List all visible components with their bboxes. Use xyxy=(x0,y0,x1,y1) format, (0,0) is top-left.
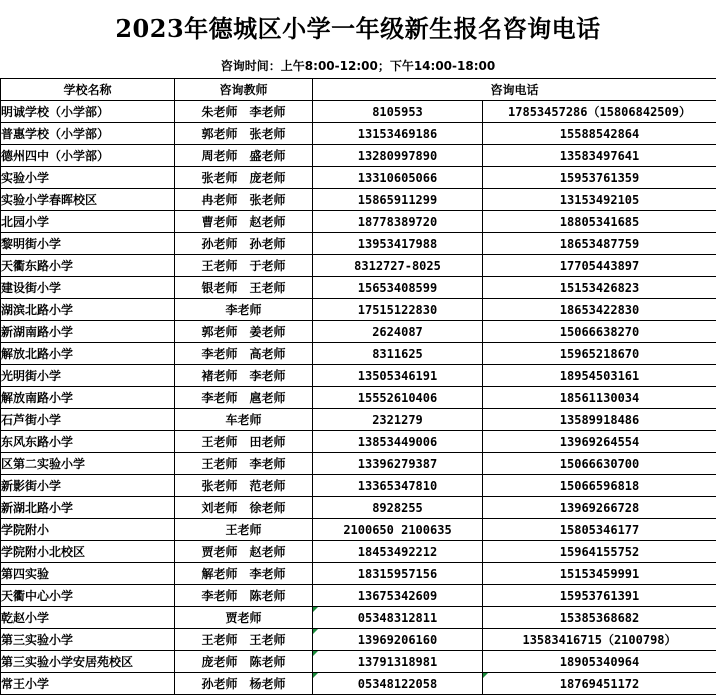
phone-cell[interactable]: 18453492212 xyxy=(313,541,483,563)
table-row xyxy=(1,343,716,365)
phone-cell[interactable]: 15385368682 xyxy=(483,607,716,629)
phone-cell[interactable]: 8928255 xyxy=(313,497,483,519)
table-row xyxy=(1,321,716,343)
teacher-cell[interactable]: 王老师 田老师 xyxy=(175,431,313,453)
teacher-cell[interactable]: 冉老师 张老师 xyxy=(175,189,313,211)
phone-cell[interactable]: 05348122058 xyxy=(313,673,483,695)
phone-cell[interactable]: 15066596818 xyxy=(483,475,716,497)
school-cell[interactable]: 北园小学 xyxy=(1,211,175,233)
phone-cell[interactable]: 15805346177 xyxy=(483,519,716,541)
teacher-cell[interactable]: 郭老师 姜老师 xyxy=(175,321,313,343)
phone-cell[interactable]: 15588542864 xyxy=(483,123,716,145)
teacher-cell[interactable]: 李老师 xyxy=(175,299,313,321)
phone-cell[interactable]: 18653422830 xyxy=(483,299,716,321)
phone-cell[interactable]: 13969264554 xyxy=(483,431,716,453)
school-cell[interactable]: 普惠学校（小学部） xyxy=(1,123,175,145)
table-row xyxy=(1,101,716,123)
teacher-cell[interactable]: 李老师 扈老师 xyxy=(175,387,313,409)
teacher-cell[interactable]: 李老师 陈老师 xyxy=(175,585,313,607)
school-cell[interactable]: 实验小学春晖校区 xyxy=(1,189,175,211)
phone-cell[interactable]: 15953761391 xyxy=(483,585,716,607)
phone-cell[interactable]: 13969266728 xyxy=(483,497,716,519)
teacher-cell[interactable]: 刘老师 徐老师 xyxy=(175,497,313,519)
school-cell[interactable]: 黎明街小学 xyxy=(1,233,175,255)
contact-table xyxy=(0,78,716,695)
sheet-title: 2023年德城区小学一年级新生报名咨询电话 xyxy=(115,13,601,43)
teacher-cell[interactable]: 孙老师 孙老师 xyxy=(175,233,313,255)
phone-cell[interactable]: 15953761359 xyxy=(483,167,716,189)
phone-cell[interactable]: 18954503161 xyxy=(483,365,716,387)
table-row xyxy=(1,585,716,607)
phone-cell[interactable]: 18561130034 xyxy=(483,387,716,409)
phone-cell[interactable]: 17705443897 xyxy=(483,255,716,277)
phone-cell[interactable]: 13953417988 xyxy=(313,233,483,255)
table-row xyxy=(1,365,716,387)
header-school[interactable]: 学校名称 xyxy=(1,79,175,101)
table-row xyxy=(1,651,716,673)
teacher-cell[interactable]: 车老师 xyxy=(175,409,313,431)
header-phone[interactable]: 咨询电话 xyxy=(313,79,716,101)
phone-cell[interactable]: 15552610406 xyxy=(313,387,483,409)
phone-cell[interactable]: 8311625 xyxy=(313,343,483,365)
table-row xyxy=(1,299,716,321)
school-cell[interactable]: 学院附小 xyxy=(1,519,175,541)
phone-cell[interactable]: 13583497641 xyxy=(483,145,716,167)
school-cell[interactable]: 第三实验小学 xyxy=(1,629,175,651)
teacher-cell[interactable]: 孙老师 杨老师 xyxy=(175,673,313,695)
school-cell[interactable]: 东风东路小学 xyxy=(1,431,175,453)
school-cell[interactable]: 石芦街小学 xyxy=(1,409,175,431)
teacher-cell[interactable]: 李老师 高老师 xyxy=(175,343,313,365)
table-row xyxy=(1,629,716,651)
teacher-cell[interactable]: 朱老师 李老师 xyxy=(175,101,313,123)
phone-cell[interactable]: 18905340964 xyxy=(483,651,716,673)
school-cell[interactable]: 实验小学 xyxy=(1,167,175,189)
table-row xyxy=(1,409,716,431)
school-cell[interactable]: 第三实验小学安居苑校区 xyxy=(1,651,175,673)
teacher-cell[interactable]: 王老师 于老师 xyxy=(175,255,313,277)
table-row xyxy=(1,145,716,167)
teacher-cell[interactable]: 曹老师 赵老师 xyxy=(175,211,313,233)
school-cell[interactable]: 常王小学 xyxy=(1,673,175,695)
school-cell[interactable]: 解放北路小学 xyxy=(1,343,175,365)
table-row xyxy=(1,255,716,277)
phone-cell[interactable]: 13589918486 xyxy=(483,409,716,431)
phone-cell[interactable]: 15066638270 xyxy=(483,321,716,343)
teacher-cell[interactable]: 王老师 xyxy=(175,519,313,541)
school-cell[interactable]: 学院附小北校区 xyxy=(1,541,175,563)
school-cell[interactable]: 乾赵小学 xyxy=(1,607,175,629)
phone-cell[interactable]: 13791318981 xyxy=(313,651,483,673)
table-row xyxy=(1,277,716,299)
phone-cell[interactable]: 13969206160 xyxy=(313,629,483,651)
table-row xyxy=(1,123,716,145)
school-cell[interactable]: 解放南路小学 xyxy=(1,387,175,409)
teacher-cell[interactable]: 庞老师 陈老师 xyxy=(175,651,313,673)
table-row xyxy=(1,519,716,541)
phone-cell[interactable]: 13310605066 xyxy=(313,167,483,189)
phone-cell[interactable]: 05348312811 xyxy=(313,607,483,629)
school-cell[interactable]: 光明街小学 xyxy=(1,365,175,387)
table-row xyxy=(1,541,716,563)
teacher-cell[interactable]: 王老师 王老师 xyxy=(175,629,313,651)
phone-cell[interactable]: 2100650 2100635 xyxy=(313,519,483,541)
table-row xyxy=(1,453,716,475)
phone-cell[interactable]: 2624087 xyxy=(313,321,483,343)
school-cell[interactable]: 新湖南路小学 xyxy=(1,321,175,343)
phone-cell[interactable]: 13153492105 xyxy=(483,189,716,211)
table-row xyxy=(1,673,716,695)
teacher-cell[interactable]: 周老师 盛老师 xyxy=(175,145,313,167)
phone-cell[interactable]: 13505346191 xyxy=(313,365,483,387)
teacher-cell[interactable]: 张老师 庞老师 xyxy=(175,167,313,189)
teacher-cell[interactable]: 贾老师 xyxy=(175,607,313,629)
school-cell[interactable]: 区第二实验小学 xyxy=(1,453,175,475)
phone-cell[interactable]: 8105953 xyxy=(313,101,483,123)
phone-cell[interactable]: 15153459991 xyxy=(483,563,716,585)
table-row xyxy=(1,563,716,585)
teacher-cell[interactable]: 解老师 李老师 xyxy=(175,563,313,585)
phone-cell[interactable]: 13583416715（2100798） xyxy=(483,629,716,651)
phone-cell[interactable]: 15865911299 xyxy=(313,189,483,211)
phone-cell[interactable]: 18315957156 xyxy=(313,563,483,585)
header-row xyxy=(1,79,716,101)
table-row xyxy=(1,475,716,497)
phone-cell[interactable]: 13280997890 xyxy=(313,145,483,167)
school-cell[interactable]: 天衢东路小学 xyxy=(1,255,175,277)
table-row xyxy=(1,167,716,189)
consult-hours: 咨询时间：上午8:00-12:00；下午14:00-18:00 xyxy=(220,58,496,73)
teacher-cell[interactable]: 王老师 李老师 xyxy=(175,453,313,475)
header-teacher[interactable]: 咨询教师 xyxy=(175,79,313,101)
phone-cell[interactable]: 13853449006 xyxy=(313,431,483,453)
teacher-cell[interactable]: 贾老师 赵老师 xyxy=(175,541,313,563)
teacher-cell[interactable]: 郭老师 张老师 xyxy=(175,123,313,145)
phone-cell[interactable]: 15653408599 xyxy=(313,277,483,299)
table-row xyxy=(1,189,716,211)
teacher-cell[interactable]: 张老师 范老师 xyxy=(175,475,313,497)
phone-cell[interactable]: 18805341685 xyxy=(483,211,716,233)
phone-cell[interactable]: 13153469186 xyxy=(313,123,483,145)
school-cell[interactable]: 德州四中（小学部） xyxy=(1,145,175,167)
school-cell[interactable]: 明诚学校（小学部） xyxy=(1,101,175,123)
phone-cell[interactable]: 15153426823 xyxy=(483,277,716,299)
phone-cell[interactable]: 15964155752 xyxy=(483,541,716,563)
phone-cell[interactable]: 13365347810 xyxy=(313,475,483,497)
school-cell[interactable]: 天衢中心小学 xyxy=(1,585,175,607)
phone-cell[interactable]: 2321279 xyxy=(313,409,483,431)
school-cell[interactable]: 第四实验 xyxy=(1,563,175,585)
table-row xyxy=(1,387,716,409)
phone-cell[interactable]: 15965218670 xyxy=(483,343,716,365)
phone-cell[interactable]: 18769451172 xyxy=(483,673,716,695)
table-row xyxy=(1,233,716,255)
school-cell[interactable]: 新影街小学 xyxy=(1,475,175,497)
school-cell[interactable]: 新湖北路小学 xyxy=(1,497,175,519)
phone-cell[interactable]: 13396279387 xyxy=(313,453,483,475)
phone-cell[interactable]: 17853457286（15806842509） xyxy=(483,101,716,123)
teacher-cell[interactable]: 褚老师 李老师 xyxy=(175,365,313,387)
phone-cell[interactable]: 15066630700 xyxy=(483,453,716,475)
phone-cell[interactable]: 17515122830 xyxy=(313,299,483,321)
teacher-cell[interactable]: 银老师 王老师 xyxy=(175,277,313,299)
table-row xyxy=(1,211,716,233)
phone-cell[interactable]: 18778389720 xyxy=(313,211,483,233)
table-row xyxy=(1,607,716,629)
table-row xyxy=(1,431,716,453)
school-cell[interactable]: 湖滨北路小学 xyxy=(1,299,175,321)
phone-cell[interactable]: 18653487759 xyxy=(483,233,716,255)
table-row xyxy=(1,497,716,519)
phone-cell[interactable]: 13675342609 xyxy=(313,585,483,607)
school-cell[interactable]: 建设街小学 xyxy=(1,277,175,299)
phone-cell[interactable]: 8312727-8025 xyxy=(313,255,483,277)
